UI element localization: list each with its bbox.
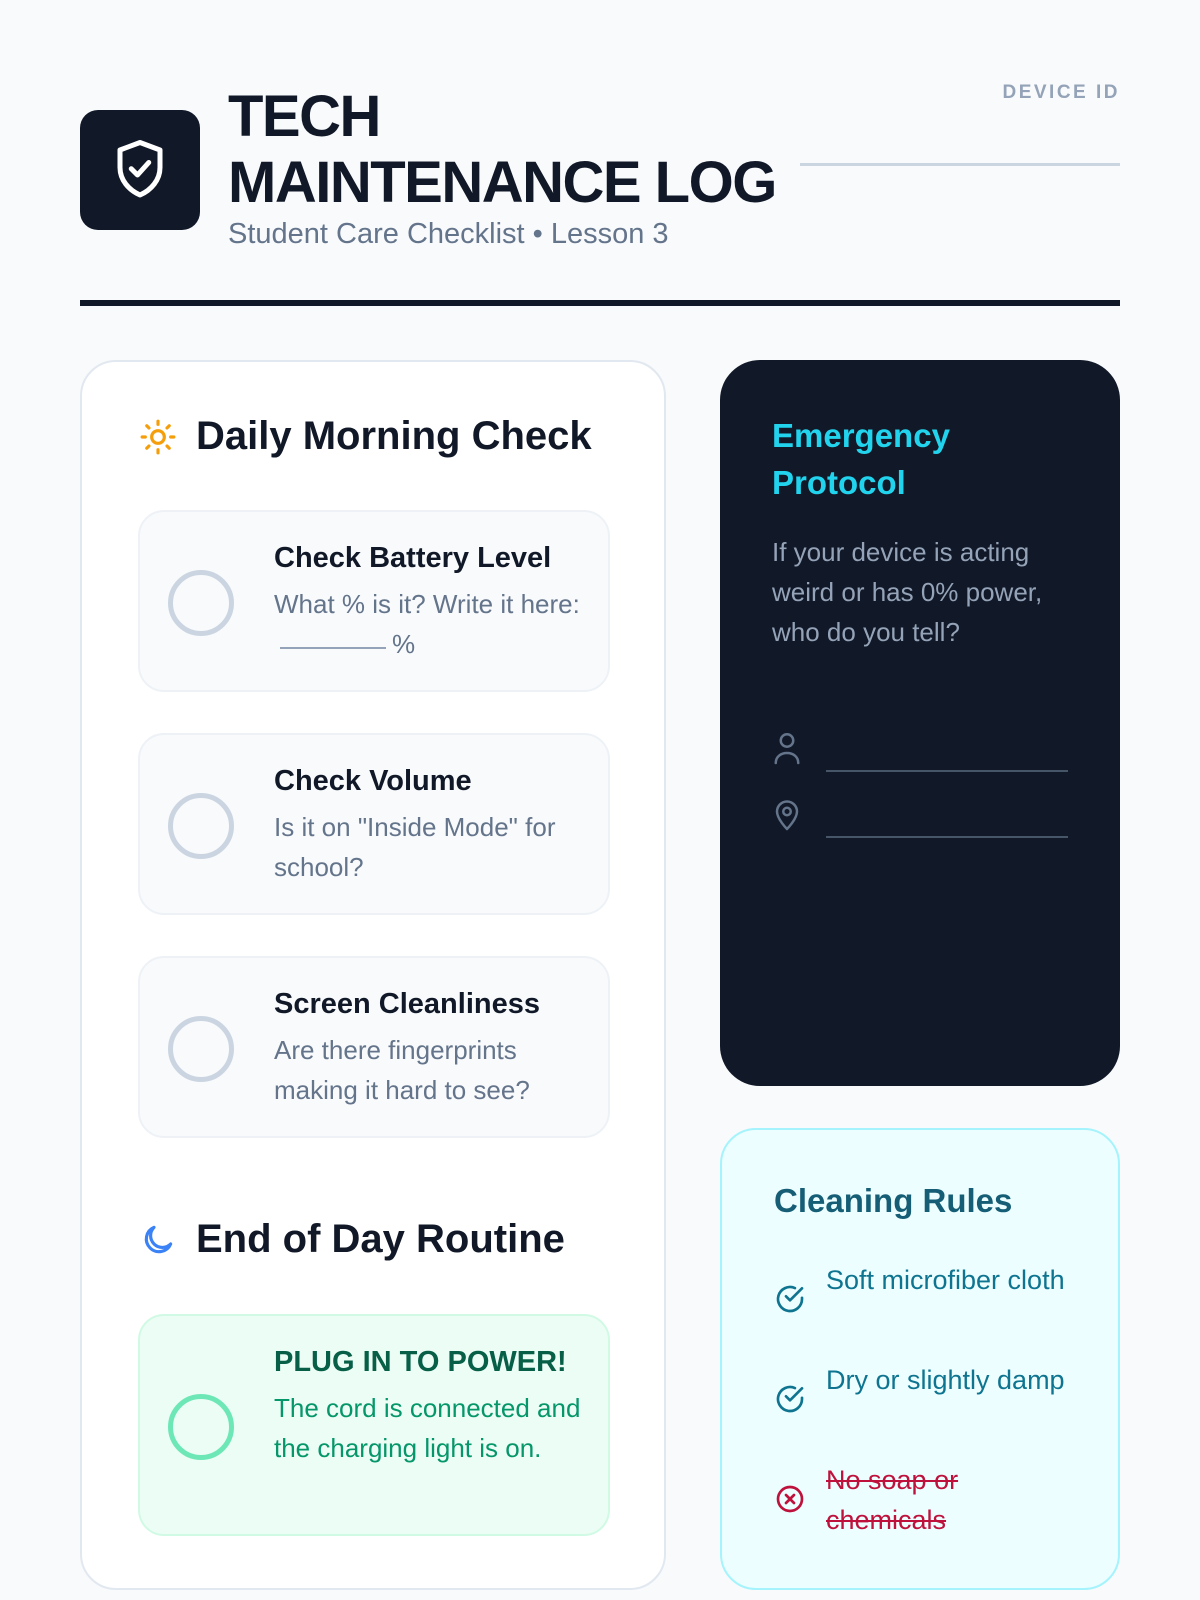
page-header — [80, 80, 1120, 270]
device-id-field[interactable] — [800, 163, 1120, 166]
rule-text: No soap or chemicals — [826, 1465, 959, 1535]
percent-sign: % — [392, 629, 416, 659]
task-checkbox[interactable] — [168, 570, 234, 636]
x-circle-icon — [774, 1483, 808, 1517]
morning-heading: Daily Morning Check — [196, 414, 592, 458]
task-description: Is it on "Inside Mode" for school? — [274, 812, 556, 882]
page-subtitle: Student Care Checklist • Lesson 3 — [228, 218, 669, 250]
task-checkbox[interactable] — [168, 1016, 234, 1082]
task-checkbox[interactable] — [168, 793, 234, 859]
task-screen[interactable] — [138, 956, 610, 1138]
task-description — [274, 584, 594, 664]
contact-location-line[interactable] — [826, 836, 1068, 838]
shield-check-icon — [110, 137, 170, 203]
check-circle-icon — [774, 1283, 808, 1317]
checklist-card — [80, 360, 666, 1590]
page-title — [228, 84, 776, 216]
task-volume[interactable] — [138, 733, 610, 915]
task-checkbox[interactable] — [168, 1394, 234, 1460]
task-title: Screen Cleanliness — [274, 988, 540, 1020]
rule-text: Dry or slightly damp — [826, 1365, 1065, 1395]
contact-person-field[interactable] — [772, 730, 1068, 776]
task-title: Check Volume — [274, 765, 472, 797]
emergency-description: If your device is acting weird or has 0% power, who do you tell? — [772, 537, 1043, 647]
battery-percent-blank[interactable] — [280, 647, 386, 649]
task-plug-in[interactable] — [138, 1314, 610, 1536]
morning-section-header — [138, 414, 592, 459]
map-pin-icon — [772, 796, 806, 836]
sun-icon — [138, 417, 178, 457]
page-title-line1: TECH — [228, 84, 380, 149]
evening-heading: End of Day Routine — [196, 1217, 565, 1261]
task-title: Check Battery Level — [274, 542, 552, 574]
person-icon — [772, 730, 806, 770]
rule-text: Soft microfiber cloth — [826, 1265, 1065, 1295]
contact-location-field[interactable] — [772, 796, 1068, 842]
moon-icon — [138, 1220, 178, 1260]
cleaning-rules-card — [720, 1128, 1120, 1590]
page-title-line2: MAINTENANCE LOG — [228, 150, 776, 215]
header-divider — [80, 300, 1120, 306]
evening-section-header — [138, 1217, 565, 1262]
contact-person-line[interactable] — [826, 770, 1068, 772]
task-description: Are there fingerprints making it hard to see? — [274, 1035, 530, 1105]
emergency-heading: Emergency Protocol — [772, 417, 950, 501]
battery-prompt: What % is it? Write it here: — [274, 589, 580, 619]
device-id-label: DEVICE ID — [1002, 82, 1120, 103]
task-title: PLUG IN TO POWER! — [274, 1346, 567, 1378]
task-battery[interactable] — [138, 510, 610, 692]
task-description: The cord is connected and the charging light is on. — [274, 1393, 581, 1463]
logo — [80, 110, 200, 230]
cleaning-heading: Cleaning Rules — [774, 1182, 1013, 1219]
emergency-card — [720, 360, 1120, 1086]
check-circle-icon — [774, 1383, 808, 1417]
